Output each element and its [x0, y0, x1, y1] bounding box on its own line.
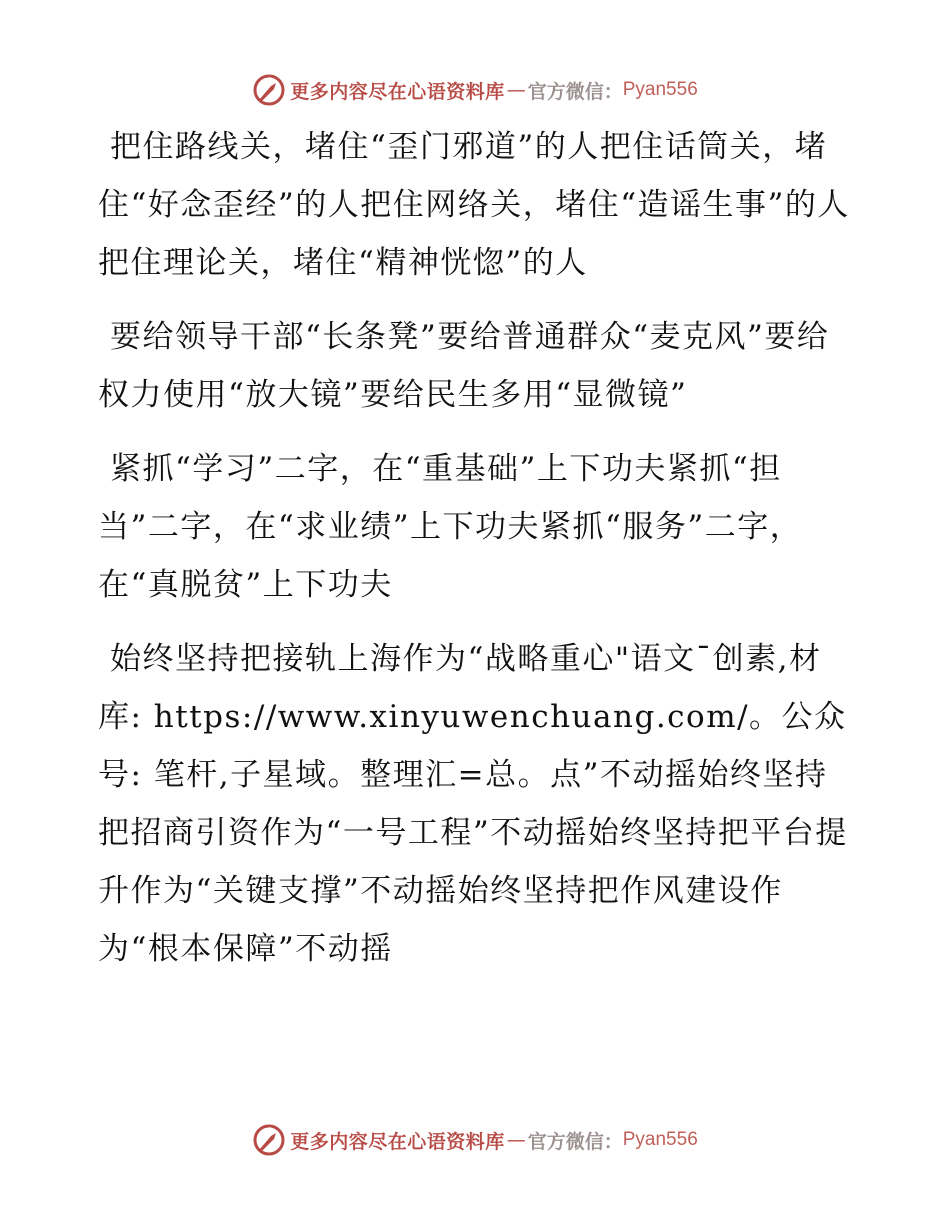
banner-label: 官方微信：: [527, 1130, 623, 1153]
banner-wechat-id: Pyan556: [622, 1129, 698, 1150]
banner-separator: —: [506, 79, 526, 101]
header-banner: [0, 70, 950, 110]
document-body: [98, 118, 858, 994]
banner-separator: —: [506, 1129, 526, 1151]
banner-main-text: 更多内容尽在心语资料库: [290, 1130, 505, 1153]
paragraph-4: 始终坚持把接轨上海作为“战略重心"语文¯创素,材库: https://www.xinyuwenchuang.com/。公众号: 笔杆,子星域。整理汇=总。点”不动摇始终坚持把招商引资作为“一号工程”不动摇始终坚持把平台提升作为“关键支撑”不动摇始终坚持把作风建设作为“根本保障”不动摇: [98, 641, 848, 967]
pen-nib-logo-icon: [252, 73, 286, 107]
pen-nib-logo-icon: [252, 1123, 286, 1157]
paragraph-1: 把住路线关，堵住“歪门邪道”的人把住话筒关，堵住“好念歪经”的人把住网络关，堵住“造谣生事”的人把住理论关，堵住“精神恍惚”的人: [98, 129, 850, 281]
footer-banner: [0, 1120, 950, 1160]
paragraph-3: 紧抓“学习”二字，在“重基础”上下功夫紧抓“担当”二字，在“求业绩”上下功夫紧抓“服务”二字，在“真脱贫”上下功夫: [98, 451, 803, 603]
banner-main-text: 更多内容尽在心语资料库: [290, 80, 505, 103]
banner-wechat-id: Pyan556: [622, 79, 698, 100]
paragraph-2: 要给领导干部“长条凳”要给普通群众“麦克风”要给权力使用“放大镜”要给民生多用“显微镜”: [98, 319, 830, 413]
banner-label: 官方微信：: [527, 80, 623, 103]
